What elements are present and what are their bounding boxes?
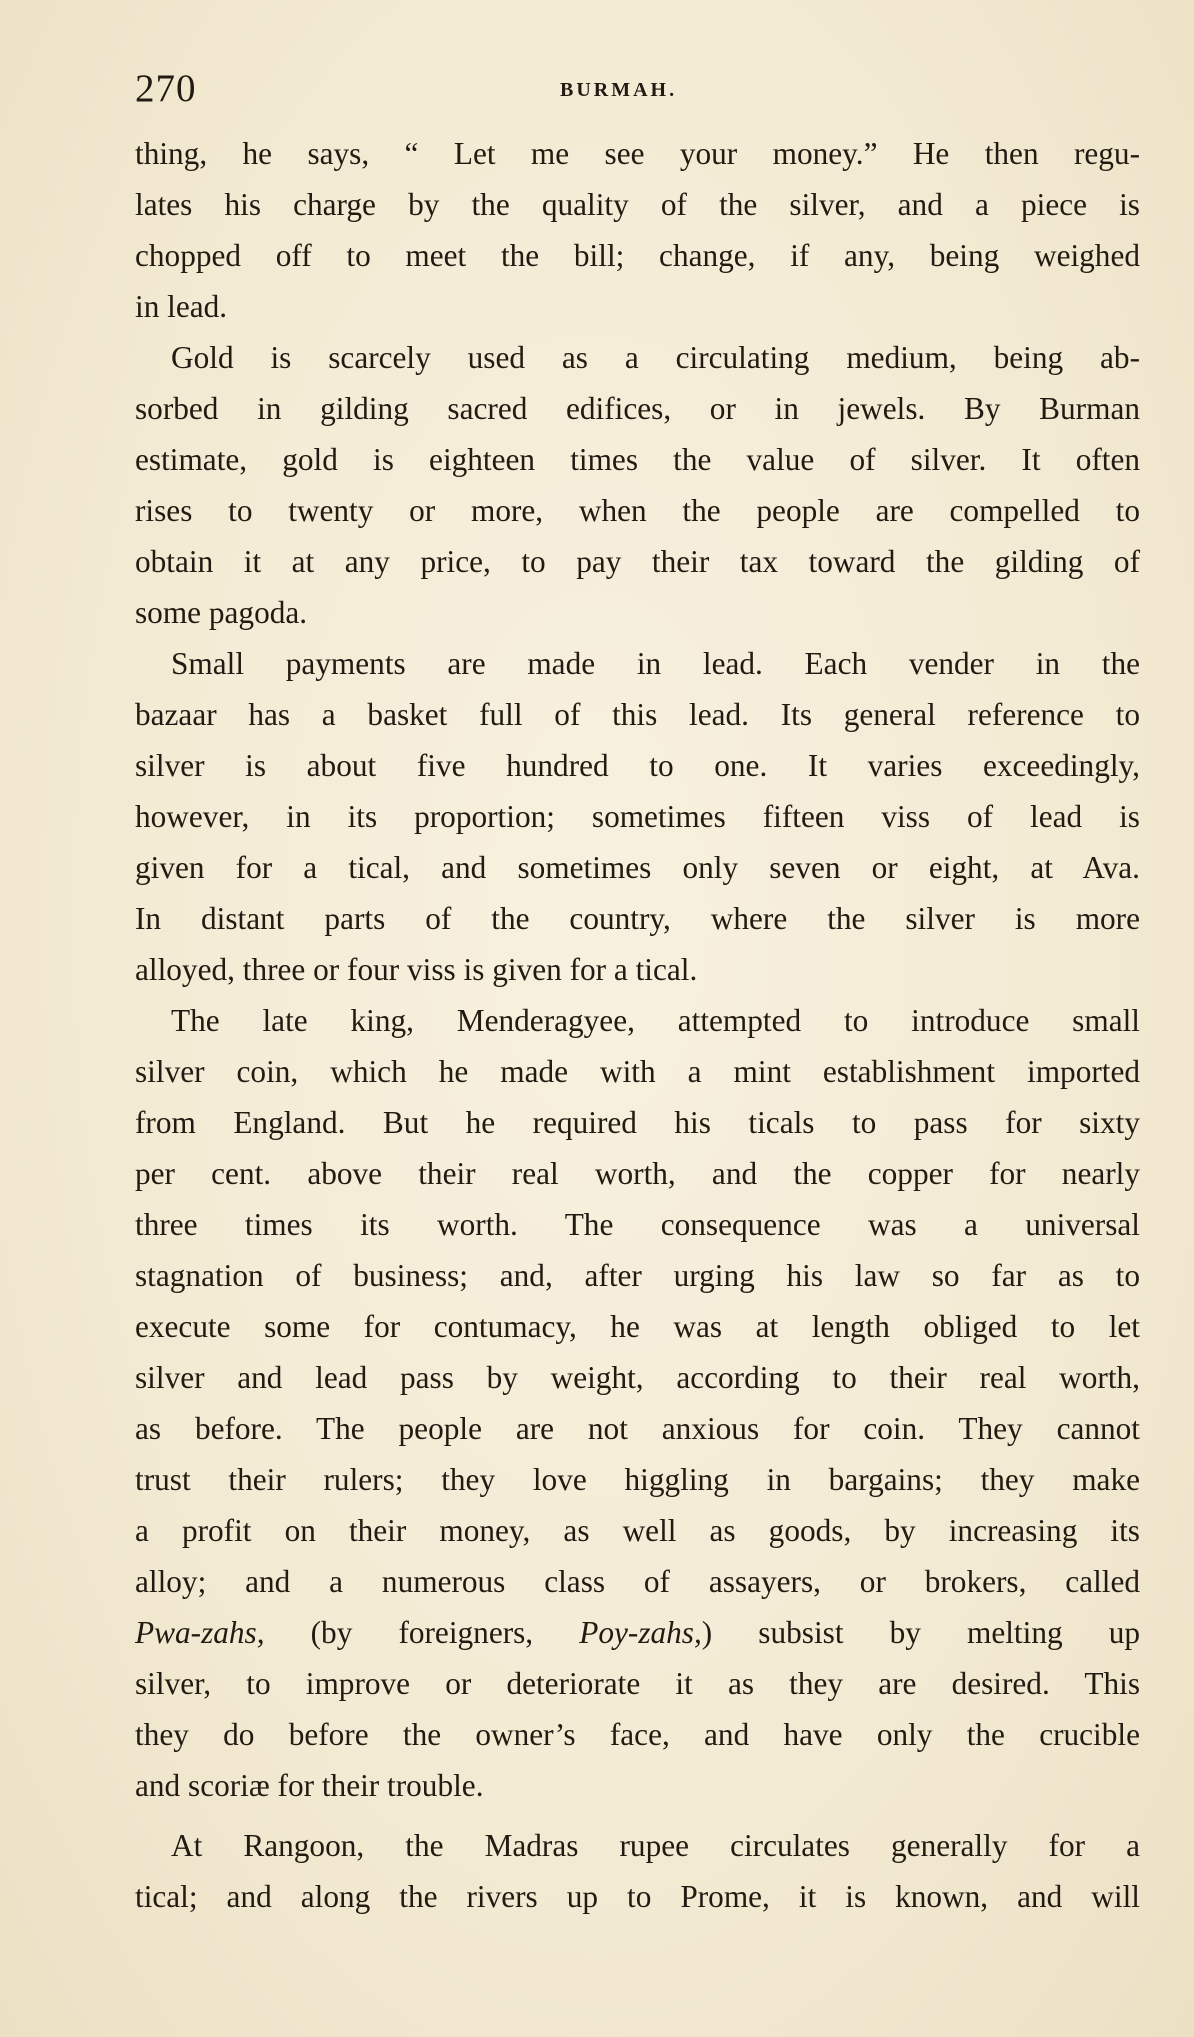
text-line: silver coin, which he made with a mint establishment imported: [135, 1054, 1140, 1089]
text-line: stagnation of business; and, after urging his law so far as to: [135, 1258, 1140, 1293]
text-line: silver is about five hundred to one. It varies exceedingly,: [135, 748, 1140, 783]
text-line: silver, to improve or deteriorate it as they are desired. This: [135, 1666, 1140, 1701]
text-line: alloyed, three or four viss is given for a tical.: [135, 952, 698, 987]
text-line: Gold is scarcely used as a circulating medium, being ab-: [171, 340, 1140, 375]
body-text: [135, 128, 1140, 1922]
text-line: three times its worth. The consequence was a universal: [135, 1207, 1140, 1242]
text-line: some pagoda.: [135, 595, 308, 630]
text-line: thing, he says, “ Let me see your money.” He then regu-: [135, 136, 1140, 171]
text-line: however, in its proportion; sometimes fifteen viss of lead is: [135, 799, 1140, 834]
text-line: At Rangoon, the Madras rupee circulates generally for a: [171, 1828, 1140, 1863]
text-line: silver and lead pass by weight, according to their real worth,: [135, 1360, 1140, 1395]
italic-term: Poy-zahs,: [579, 1615, 702, 1650]
text-line: sorbed in gilding sacred edifices, or in jewels. By Burman: [135, 391, 1140, 426]
text-line: rises to twenty or more, when the people are compelled to: [135, 493, 1140, 528]
text-line: and scoriæ for their trouble.: [135, 1768, 484, 1803]
text-line: they do before the owner’s face, and have only the crucible: [135, 1717, 1140, 1752]
running-head: BURMAH.: [560, 79, 678, 101]
text-line: in lead.: [135, 289, 228, 324]
text-line: [135, 1607, 1140, 1658]
line-fragment: (by foreigners,: [264, 1615, 580, 1650]
text-line: Small payments are made in lead. Each vender in the: [171, 646, 1140, 681]
text-line: from England. But he required his ticals to pass for sixty: [135, 1105, 1140, 1140]
italic-term: Pwa-zahs,: [135, 1615, 265, 1650]
line-fragment: ) subsist by melting up: [701, 1615, 1141, 1650]
text-line: as before. The people are not anxious for coin. They cannot: [135, 1411, 1140, 1446]
text-line: In distant parts of the country, where the silver is more: [135, 901, 1140, 936]
text-line: lates his charge by the quality of the silver, and a piece is: [135, 187, 1140, 222]
text-line: bazaar has a basket full of this lead. Its general reference to: [135, 697, 1140, 732]
text-line: obtain it at any price, to pay their tax toward the gilding of: [135, 544, 1140, 579]
text-line: estimate, gold is eighteen times the value of silver. It often: [135, 442, 1140, 477]
text-line: execute some for contumacy, he was at length obliged to let: [135, 1309, 1140, 1344]
text-line: given for a tical, and sometimes only seven or eight, at Ava.: [135, 850, 1140, 885]
text-line: tical; and along the rivers up to Prome, it is known, and will: [135, 1879, 1140, 1914]
text-line: The late king, Menderagyee, attempted to introduce small: [171, 1003, 1140, 1038]
text-line: a profit on their money, as well as goods, by increasing its: [135, 1513, 1140, 1548]
page-number: 270: [135, 67, 197, 110]
page-header: [135, 66, 1145, 126]
text-line: alloy; and a numerous class of assayers, or brokers, called: [135, 1564, 1140, 1599]
text-line: trust their rulers; they love higgling in bargains; they make: [135, 1462, 1140, 1497]
text-line: per cent. above their real worth, and the copper for nearly: [135, 1156, 1140, 1191]
text-line: chopped off to meet the bill; change, if any, being weighed: [135, 238, 1140, 273]
